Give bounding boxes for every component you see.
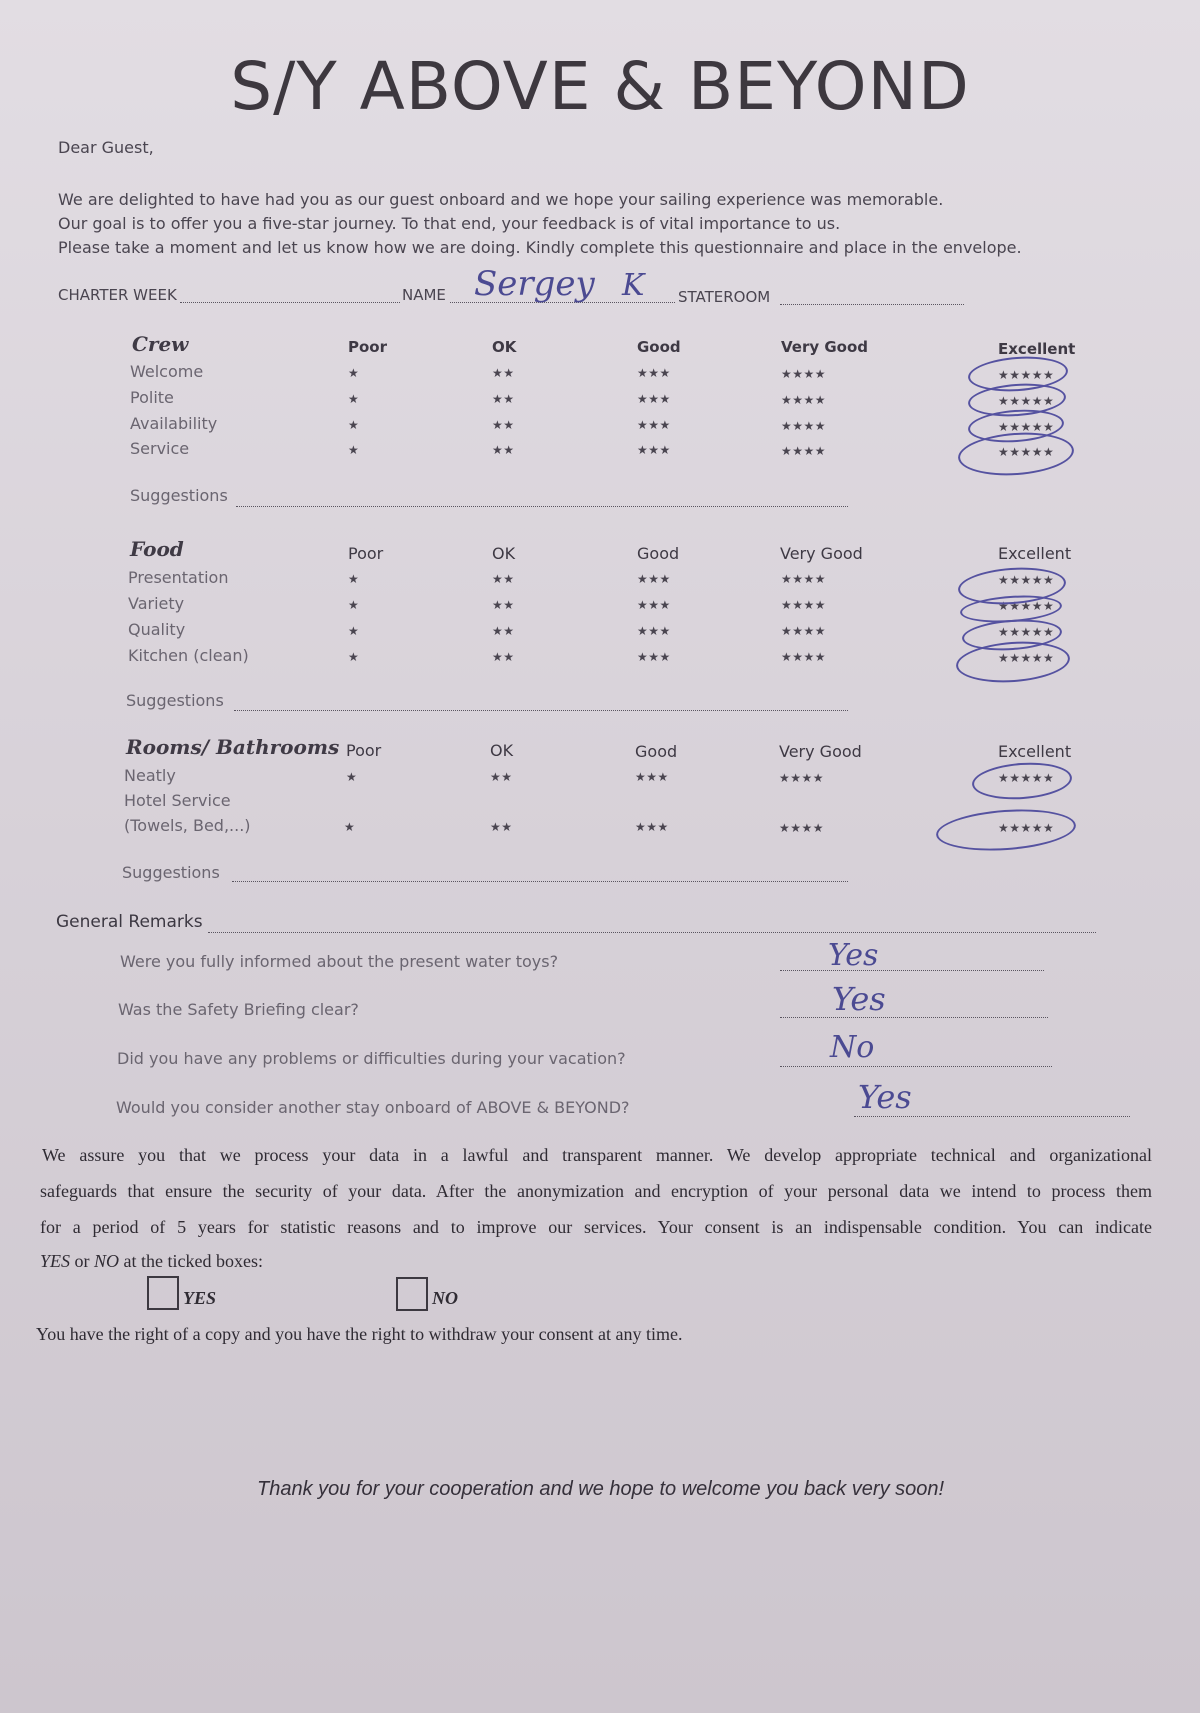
star-4[interactable]: ★★★★ [781,367,827,381]
greeting: Dear Guest, [58,138,154,157]
star-2[interactable]: ★★ [492,392,515,406]
consent-no-label: NO [432,1288,458,1308]
question-water-toys: Were you fully informed about the present water toys? [120,952,559,971]
food-item-presentation: Presentation [128,568,229,587]
consent-no-checkbox[interactable] [396,1277,428,1311]
privacy-line-2: safeguards that ensure the security of your data. After the anonymization and encryption of your personal data we intend to process them [40,1181,1152,1201]
star-4[interactable]: ★★★★ [779,771,825,785]
star-5[interactable]: ★★★★★ [998,420,1055,434]
answer-line-water-toys[interactable] [780,970,1044,971]
privacy-line-1: We assure you that we process your data in a lawful and transparent manner. We develop appropriate technical and organizational [42,1145,1152,1165]
excellent-selection-circle [971,760,1073,803]
star-4[interactable]: ★★★★ [781,598,827,612]
rooms-col-excellent: Excellent [998,742,1072,761]
star-5[interactable]: ★★★★★ [998,821,1055,835]
star-4[interactable]: ★★★★ [781,419,827,433]
star-3[interactable]: ★★★ [637,572,671,586]
rooms-col-good: Good [635,742,678,761]
crew-col-excellent: Excellent [998,340,1076,358]
star-3[interactable]: ★★★ [635,820,669,834]
rooms-col-very-good: Very Good [779,742,862,761]
crew-col-good: Good [637,338,681,356]
star-1[interactable]: ★ [348,572,360,586]
crew-suggestions-field[interactable] [236,506,848,507]
star-4[interactable]: ★★★★ [781,650,827,664]
food-col-poor: Poor [348,544,384,563]
star-4[interactable]: ★★★★ [781,572,827,586]
food-item-quality: Quality [128,620,186,639]
star-3[interactable]: ★★★ [637,650,671,664]
star-3[interactable]: ★★★ [637,392,671,406]
answer-problems: No [830,1030,875,1065]
answer-water-toys: Yes [828,938,879,973]
rooms-item-hotel-service-detail: (Towels, Bed,...) [124,816,251,835]
star-2[interactable]: ★★ [492,418,515,432]
consent-yes-checkbox[interactable] [147,1276,179,1310]
privacy-rights: You have the right of a copy and you have the right to withdraw your consent at any time. [36,1324,683,1344]
question-safety-briefing: Was the Safety Briefing clear? [118,1000,359,1019]
excellent-selection-circle [935,805,1077,855]
intro-line-1: We are delighted to have had you as our guest onboard and we hope your sailing experience was memorable. [58,190,944,209]
page-title: S/Y ABOVE & BEYOND [230,48,970,125]
star-3[interactable]: ★★★ [637,366,671,380]
food-suggestions-label: Suggestions [126,691,224,710]
consent-yes-label: YES [183,1288,217,1308]
privacy-no-word: NO [94,1251,120,1271]
privacy-line-3: for a period of 5 years for statistic reasons and to improve our services. Your consent is an indispensable condition. You can indicate [40,1217,1152,1237]
rooms-col-poor: Poor [346,741,382,760]
charter-week-label: CHARTER WEEK [58,286,177,304]
star-1[interactable]: ★ [348,366,360,380]
star-3[interactable]: ★★★ [635,770,669,784]
general-remarks-label: General Remarks [56,912,203,932]
privacy-yes-word: YES [40,1251,71,1271]
stateroom-field[interactable] [780,304,964,305]
crew-suggestions-label: Suggestions [130,486,228,505]
rooms-suggestions-field[interactable] [232,881,848,882]
footer-thanks: Thank you for your cooperation and we hope to welcome you back very soon! [257,1478,945,1500]
star-4[interactable]: ★★★★ [781,393,827,407]
crew-item-service: Service [130,439,190,458]
star-3[interactable]: ★★★ [637,443,671,457]
question-problems: Did you have any problems or difficulties during your vacation? [117,1049,626,1068]
crew-item-welcome: Welcome [130,362,204,381]
answer-another-stay: Yes [858,1078,912,1116]
privacy-line-4-rest: at the ticked boxes: [119,1251,263,1271]
intro-line-3: Please take a moment and let us know how we are doing. Kindly complete this questionnaire and place in the envelope. [58,238,1022,257]
star-5[interactable]: ★★★★★ [998,573,1055,587]
crew-col-ok: OK [492,338,517,356]
star-2[interactable]: ★★ [492,572,515,586]
charter-week-field[interactable] [180,302,400,303]
star-5[interactable]: ★★★★★ [998,445,1055,459]
food-item-kitchen: Kitchen (clean) [128,646,249,665]
star-1[interactable]: ★ [348,598,360,612]
crew-item-polite: Polite [130,388,174,407]
star-1[interactable]: ★ [344,820,356,834]
star-4[interactable]: ★★★★ [779,821,825,835]
answer-line-problems[interactable] [780,1066,1052,1067]
star-5[interactable]: ★★★★★ [998,368,1055,382]
answer-safety-briefing: Yes [832,980,886,1018]
star-1[interactable]: ★ [348,624,360,638]
section-title-crew: Crew [132,332,189,356]
star-2[interactable]: ★★ [490,770,513,784]
star-5[interactable]: ★★★★★ [998,625,1055,639]
food-item-variety: Variety [128,594,185,613]
star-1[interactable]: ★ [348,650,360,664]
star-5[interactable]: ★★★★★ [998,651,1055,665]
crew-col-poor: Poor [348,338,388,356]
star-5[interactable]: ★★★★★ [998,599,1055,613]
food-col-good: Good [637,544,680,563]
star-2[interactable]: ★★ [490,820,513,834]
food-col-very-good: Very Good [780,544,863,563]
name-handwritten-initial: K [622,268,645,303]
star-4[interactable]: ★★★★ [781,624,827,638]
general-remarks-field[interactable] [208,932,1096,933]
star-5[interactable]: ★★★★★ [998,771,1055,785]
rooms-suggestions-label: Suggestions [122,863,220,882]
privacy-line-4 [40,1251,263,1272]
star-3[interactable]: ★★★ [637,624,671,638]
star-2[interactable]: ★★ [492,598,515,612]
answer-line-another-stay[interactable] [854,1116,1130,1117]
star-4[interactable]: ★★★★ [781,444,827,458]
star-5[interactable]: ★★★★★ [998,394,1055,408]
food-col-ok: OK [492,544,516,563]
name-handwritten-value: Sergey [474,264,595,304]
answer-line-safety-briefing[interactable] [780,1017,1048,1018]
crew-item-availability: Availability [130,414,218,433]
food-col-excellent: Excellent [998,544,1072,563]
name-label: NAME [402,286,446,304]
food-suggestions-field[interactable] [234,710,848,711]
star-3[interactable]: ★★★ [637,598,671,612]
privacy-or-word: or [70,1251,95,1271]
crew-col-very-good: Very Good [781,338,869,356]
star-2[interactable]: ★★ [492,443,515,457]
stateroom-label: STATEROOM [678,288,771,306]
star-2[interactable]: ★★ [492,650,515,664]
rooms-col-ok: OK [490,741,514,760]
section-title-food: Food [130,537,184,561]
intro-line-2: Our goal is to offer you a five-star journey. To that end, your feedback is of vital importance to us. [58,214,841,233]
star-3[interactable]: ★★★ [637,418,671,432]
rooms-item-hotel-service: Hotel Service [124,791,231,810]
star-1[interactable]: ★ [348,443,360,457]
question-another-stay: Would you consider another stay onboard of ABOVE & BEYOND? [116,1098,630,1117]
rooms-item-neatly: Neatly [124,766,176,785]
section-title-rooms: Rooms/ Bathrooms [126,735,340,759]
star-1[interactable]: ★ [346,770,358,784]
star-2[interactable]: ★★ [492,624,515,638]
star-1[interactable]: ★ [348,418,360,432]
star-2[interactable]: ★★ [492,366,515,380]
star-1[interactable]: ★ [348,392,360,406]
